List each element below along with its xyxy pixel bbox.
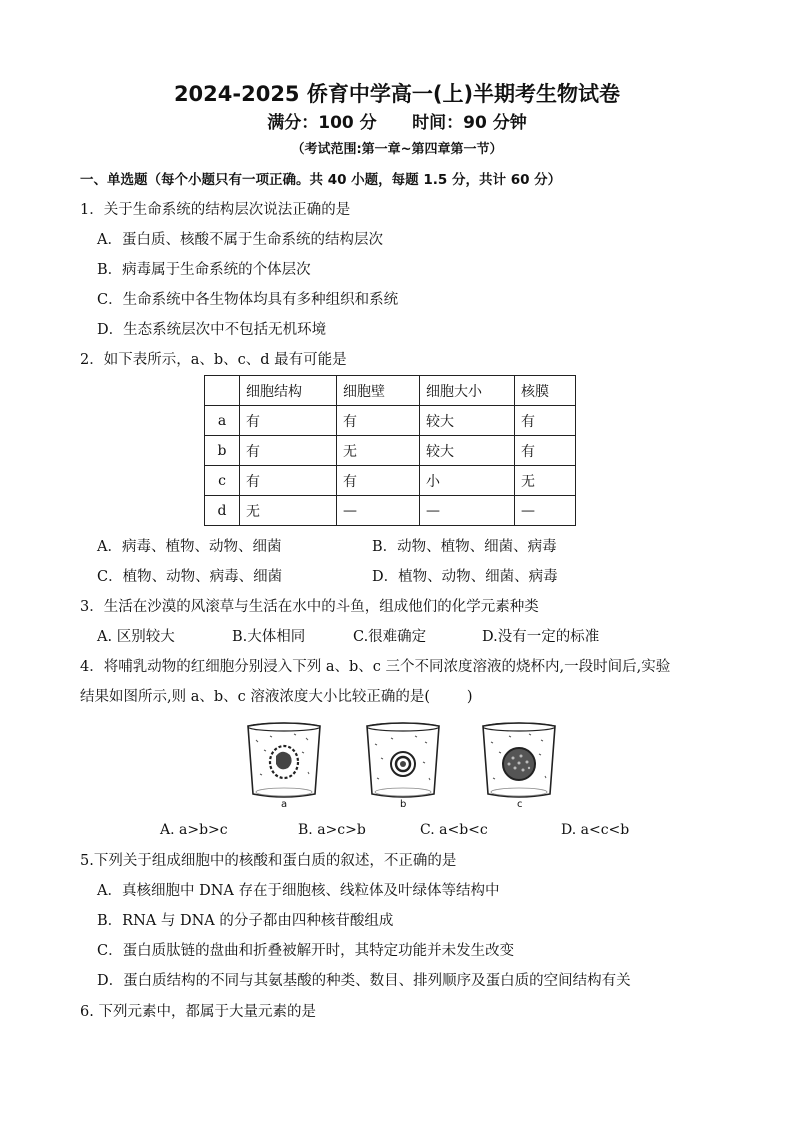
q2-stem: 2．如下表所示，a、b、c、d 最有可能是 (80, 352, 347, 368)
q4-stem-line1: 4．将哺乳动物的红细胞分别浸入下列 a、b、c 三个不同浓度溶液的烧杯内,一段时间后,实验 (80, 659, 671, 675)
table-header-cell: 细胞壁 (337, 376, 420, 406)
table-cell: 有 (240, 436, 337, 466)
q4-option-c: C. a<b<c (420, 822, 488, 838)
q1-option-d: D．生态系统层次中不包括无机环境 (97, 322, 327, 338)
table-header-cell: 细胞结构 (240, 376, 337, 406)
table-cell: 较大 (420, 436, 515, 466)
q1-option-b: B．病毒属于生命系统的个体层次 (97, 262, 311, 278)
q2-option-a: A．病毒、植物、动物、细菌 (97, 539, 282, 555)
table-cell: 有 (240, 406, 337, 436)
table-cell: 较大 (420, 406, 515, 436)
q4-stem-line2: 结果如图所示,则 a、b、c 溶液浓度大小比较正确的是( ) (80, 689, 473, 705)
q4-option-d: D. a<c<b (561, 822, 630, 838)
beaker-c-figure (479, 722, 559, 802)
table-cell: 无 (337, 436, 420, 466)
table-cell: 小 (420, 466, 515, 496)
exam-title: 2024-2025 侨育中学高一(上)半期考生物试卷 (173, 82, 621, 106)
table-cell: — (337, 496, 420, 526)
table-row (205, 436, 576, 466)
q5-stem: 5.下列关于组成细胞中的核酸和蛋白质的叙述，不正确的是 (80, 853, 457, 869)
q3-option-c: C.很难确定 (353, 629, 427, 645)
table-row-label: a (205, 406, 240, 436)
score-time-line: 满分：100 分 时间：90 分钟 (267, 113, 527, 133)
q3-option-d: D.没有一定的标准 (482, 629, 600, 645)
q4-option-b: B. a>c>b (298, 822, 366, 838)
q3-option-a: A. 区别较大 (97, 629, 175, 645)
table-cell: 有 (515, 436, 576, 466)
table-header-cell: 细胞大小 (420, 376, 515, 406)
q1-option-a: A．蛋白质、核酸不属于生命系统的结构层次 (97, 232, 383, 248)
q5-option-d: D．蛋白质结构的不同与其氨基酸的种类、数目、排列顺序及蛋白质的空间结构有关 (97, 973, 631, 989)
q6-stem: 6. 下列元素中，都属于大量元素的是 (80, 1004, 316, 1020)
q5-option-b: B．RNA 与 DNA 的分子都由四种核苷酸组成 (97, 913, 394, 929)
table-header-cell: 核膜 (515, 376, 576, 406)
q2-option-b: B．动物、植物、细菌、病毒 (372, 539, 557, 555)
q5-option-a: A．真核细胞中 DNA 存在于细胞核、线粒体及叶绿体等结构中 (97, 883, 500, 899)
beaker-a-figure (244, 722, 324, 802)
q2-option-d: D．植物、动物、细菌、病毒 (372, 569, 558, 585)
beaker-b-figure (363, 722, 443, 802)
table-cell: — (420, 496, 515, 526)
table-header-row (205, 376, 576, 406)
q5-option-c: C．蛋白质肽链的盘曲和折叠被解开时，其特定功能并未发生改变 (97, 943, 515, 959)
q3-option-b: B.大体相同 (232, 629, 306, 645)
table-cell: — (515, 496, 576, 526)
q1-option-c: C．生命系统中各生物体均具有多种组织和系统 (97, 292, 399, 308)
section-heading: 一、单选题（每个小题只有一项正确。共 40 小题，每题 1.5 分，共计 60 分） (80, 172, 562, 188)
table-cell: 有 (515, 406, 576, 436)
q3-stem: 3．生活在沙漠的风滚草与生活在水中的斗鱼，组成他们的化学元素种类 (80, 599, 539, 615)
table-row-label: d (205, 496, 240, 526)
table-cell (205, 376, 240, 406)
table-cell: 无 (240, 496, 337, 526)
q2-option-c: C．植物、动物、病毒、细菌 (97, 569, 283, 585)
table-cell: 有 (337, 466, 420, 496)
figure-label-a: a (281, 799, 288, 810)
table-row-label: c (205, 466, 240, 496)
table-cell: 有 (337, 406, 420, 436)
q2-table (204, 375, 576, 526)
table-row (205, 496, 576, 526)
table-row (205, 406, 576, 436)
table-cell: 无 (515, 466, 576, 496)
figure-label-c: c (517, 799, 523, 810)
figure-label-b: b (400, 799, 407, 810)
exam-scope: （考试范围:第一章~第四章第一节） (291, 142, 503, 157)
table-row (205, 466, 576, 496)
q4-option-a: A. a>b>c (160, 822, 228, 838)
table-cell: 有 (240, 466, 337, 496)
table-row-label: b (205, 436, 240, 466)
q1-stem: 1．关于生命系统的结构层次说法正确的是 (80, 202, 351, 218)
